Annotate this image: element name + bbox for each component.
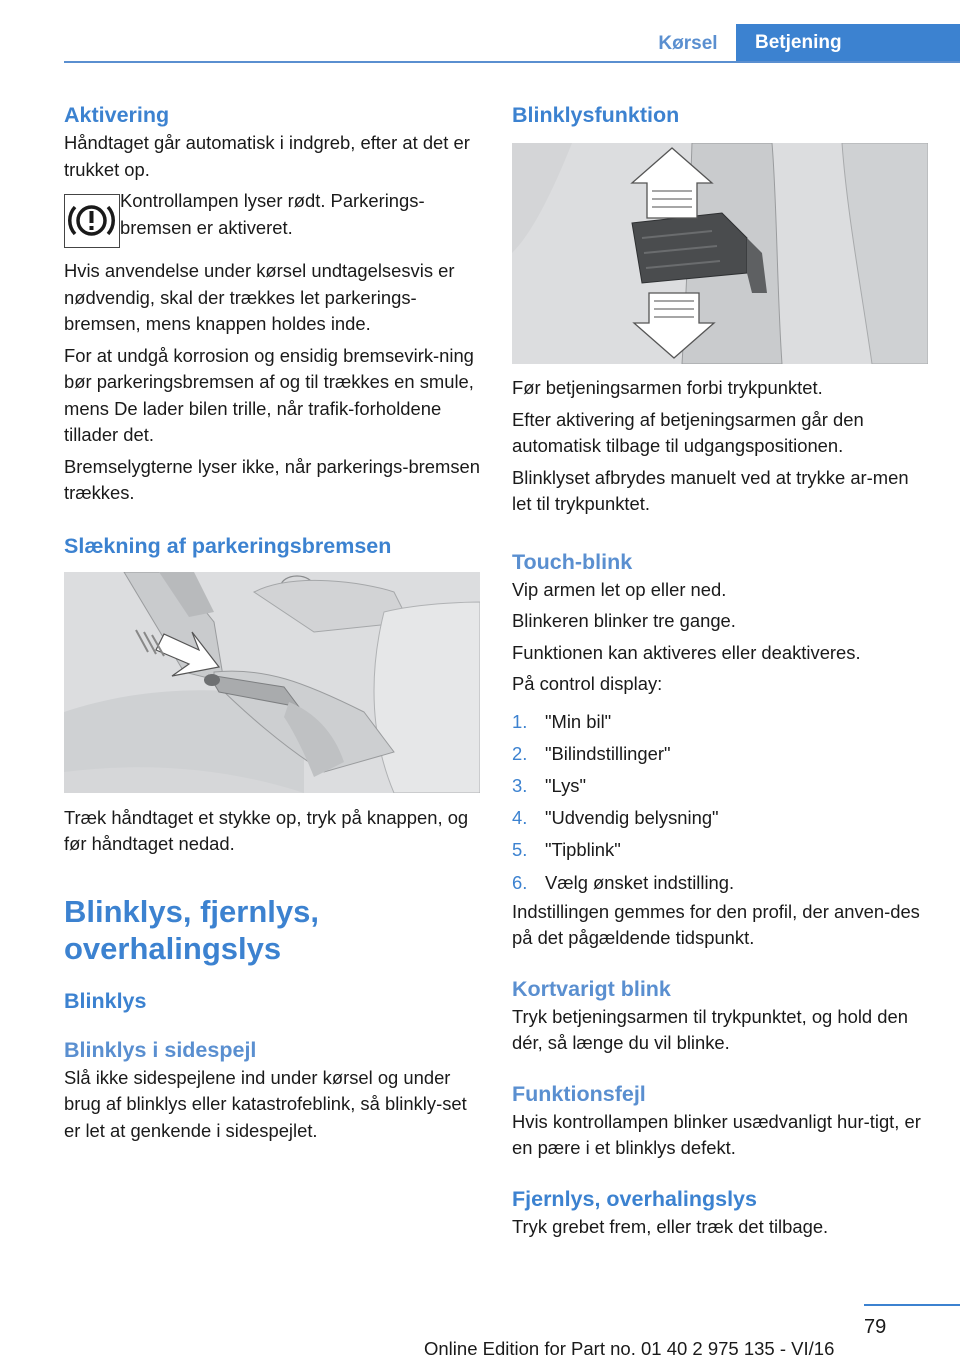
sidespejl-heading: Blinklys i sidespejl <box>64 1037 257 1062</box>
step-item: 5. "Tipblink" <box>512 839 621 861</box>
step-item: 2. "Bilindstillinger" <box>512 742 671 764</box>
header-section-tab[interactable]: Kørsel <box>658 33 718 54</box>
touch-heading: Touch-blink <box>512 549 633 574</box>
aktivering-text: Håndtaget går automatisk i indgreb, efter at det er trukket op. <box>64 132 470 180</box>
left-column <box>64 100 480 1144</box>
short-blink-text: Tryk betjeningsarmen til trykpunktet, og hold den dér, så længe du vil blinke. <box>512 1005 908 1054</box>
step-item: 3. "Lys" <box>512 774 586 796</box>
step-item: 1. "Min bil" <box>512 710 612 732</box>
settings-text: Indstillingen gemmes for den profil, der anven-des på det pågældende tidspunkt. <box>512 900 920 949</box>
function-heading: Blinklysfunktion <box>512 103 680 127</box>
touch-p2: Blinkeren blinker tre gange. <box>512 610 736 631</box>
control-display-steps <box>512 706 928 899</box>
function-p2: Efter aktivering af betjeningsarmen går den automatisk tilbage til udgangspositionen. <box>512 408 864 456</box>
page-number: 79 <box>864 1316 887 1338</box>
short-blink-heading: Kortvarigt blink <box>512 976 671 1001</box>
header-active-tab[interactable]: Betjening <box>736 24 960 62</box>
touch-p1: Vip armen let op eller ned. <box>512 578 727 600</box>
sidespejl-text: Slå ikke sidespejlene ind under kørsel og under brug af blinklys eller katastrofeblink, så blinkly-set er let at genkende i sidespejlet. <box>64 1066 467 1141</box>
blinklys-heading: Blinklys <box>64 988 147 1013</box>
release-heading: Slækning af parkeringsbremsen <box>64 533 392 558</box>
fault-heading: Funktionsfejl <box>512 1081 646 1106</box>
touch-p3: Funktionen kan aktiveres eller deaktiveres. <box>512 641 861 663</box>
right-column <box>512 100 928 1240</box>
parking-brake-illustration <box>64 572 480 793</box>
paragraph-3: Bremselygterne lyser ikke, når parkerings-bremsen trækkes. <box>64 455 480 503</box>
touch-p4: På control display: <box>512 673 663 694</box>
function-p1: Før betjeningsarmen forbi trykpunktet. <box>512 377 823 398</box>
footer-rule <box>864 1304 960 1306</box>
paragraph-2: For at undgå korrosion og ensidig bremsevirk-ning bør parkeringsbremsen af og til trækkes en smule, mens De lader bilen trille, når trafik-forholdene tillader det. <box>64 344 474 445</box>
aktivering-heading: Aktivering <box>64 103 170 127</box>
warning-text: Kontrollampen lyser rødt. Parkerings-bremsen er aktiveret. <box>120 190 425 238</box>
turn-signal-stalk-illustration <box>512 143 928 364</box>
chapter-title: Blinklys, fjernlys, overhalingslys <box>64 893 319 966</box>
paragraph-1: Hvis anvendelse under kørsel undtagelsesvis er nødvendig, skal der trækkes let parkerings-bremsen, mens knappen holdes inde. <box>64 260 455 334</box>
highbeam-heading: Fjernlys, overhalingslys <box>512 1186 757 1211</box>
function-p3: Blinklyset afbrydes manuelt ved at trykke ar-men let til trykpunktet. <box>512 466 909 514</box>
header-rule <box>64 61 960 63</box>
warning-row <box>64 190 480 256</box>
step-item: 4. "Udvendig belysning" <box>512 807 719 829</box>
release-text: Træk håndtaget et stykke op, tryk på knappen, og før håndtaget nedad. <box>64 806 469 854</box>
parking-brake-warning-icon <box>64 194 120 248</box>
edition-text: Online Edition for Part no. 01 40 2 975 135 - VI/16 <box>424 1338 835 1359</box>
highbeam-text: Tryk grebet frem, eller træk det tilbage. <box>512 1215 829 1237</box>
step-item: 6. Vælg ønsket indstilling. <box>512 871 735 893</box>
fault-text: Hvis kontrollampen blinker usædvanligt hur-tigt, er en pære i et blinklys defekt. <box>512 1110 921 1159</box>
